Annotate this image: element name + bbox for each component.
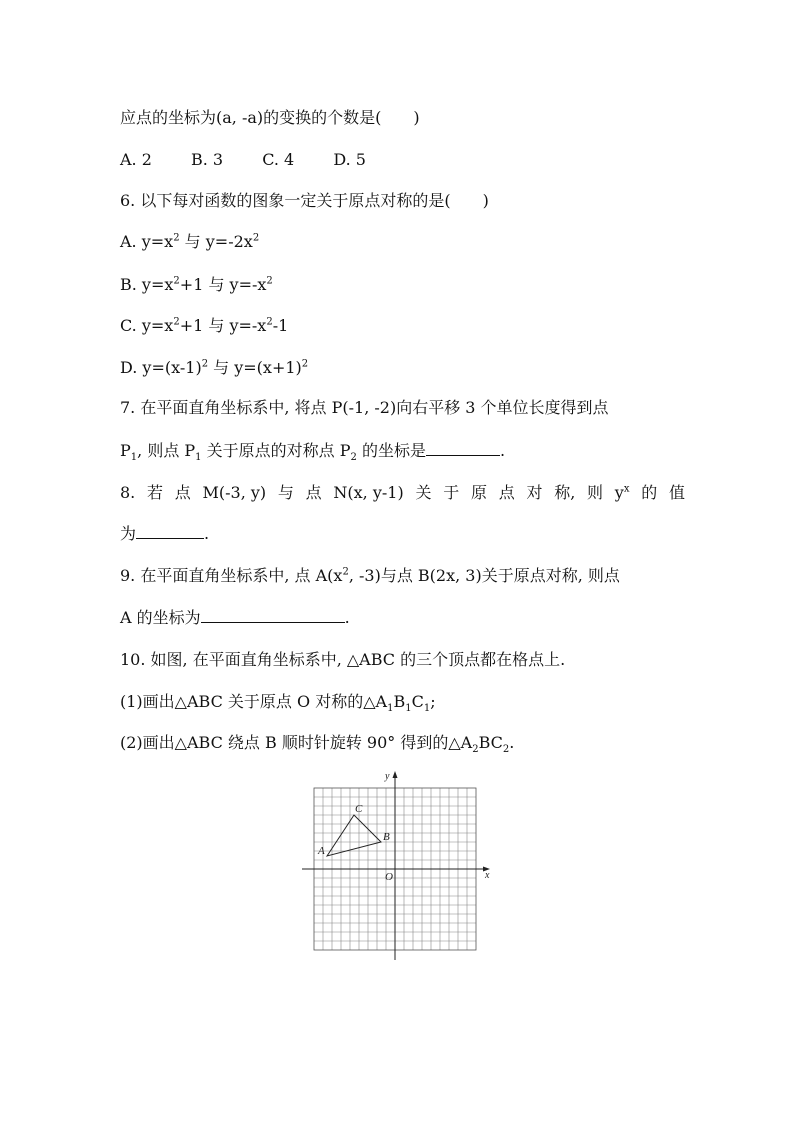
q6-d-sup1: 2 [201, 358, 209, 370]
q6-b-sup1: 2 [173, 275, 180, 287]
q5-option-c: C. 4 [262, 150, 295, 169]
q10-p2-a: (2)画出△ABC 绕点 B 顺时针旋转 90° 得到的△A [120, 733, 473, 752]
q6-a-sup2: 2 [252, 232, 260, 244]
q8-power [615, 483, 630, 503]
q6-option-a [120, 232, 259, 252]
q8-part: 值 [668, 483, 685, 502]
q5-option-b: B. 3 [191, 150, 224, 169]
q10-sub-c1: 1 [423, 703, 431, 715]
q6-c-post: -1 [272, 316, 289, 335]
q10-sub-a2: 2 [472, 744, 479, 756]
q10-p2-b: BC [478, 733, 503, 752]
q6-option-d [120, 358, 308, 378]
q6-d-mid: 与 y=(x+1) [208, 358, 302, 377]
q9-end: . [344, 608, 350, 627]
q7-sub1: 1 [130, 452, 138, 464]
q10-stem: 10. 如图, 在平面直角坐标系中, △ABC 的三个顶点都在格点上. [120, 650, 566, 669]
q6-stem: 6. 以下每对函数的图象一定关于原点对称的是( ) [120, 191, 489, 210]
q7-t2: 关于原点的对称点 P [201, 441, 351, 460]
q7-line2 [120, 441, 506, 464]
q8-part: 称, [554, 483, 576, 502]
vertex-c-label: C [355, 803, 363, 815]
y-axis-label: y [385, 771, 390, 782]
q10-sub-b1: 1 [405, 703, 412, 715]
triangle-abc [327, 815, 381, 856]
x-axis-label: x [485, 870, 490, 881]
q8-part: 点 [174, 483, 191, 502]
q9-l1-b: , -3)与点 B(2x, 3)关于原点对称, 则点 [348, 566, 620, 585]
q9-l1-a: 9. 在平面直角坐标系中, 点 A(x [120, 566, 343, 585]
q7-end: . [499, 441, 506, 460]
q6-b-mid: +1 与 y=-x [179, 275, 267, 294]
q10-p2-end: . [509, 733, 515, 752]
q10-p1-c: C [411, 692, 424, 711]
q6-c-mid: +1 与 y=-x [179, 316, 267, 335]
q9-line1 [120, 566, 620, 586]
q7-t3: 的坐标是 [356, 441, 426, 460]
q8-part: 8. [120, 483, 136, 502]
q9-answer-blank[interactable] [201, 608, 345, 623]
q6-a-pre: A. y=x [120, 232, 174, 251]
q7-t1: , 则点 P [137, 441, 196, 460]
q8-line1 [120, 483, 685, 503]
q6-a-mid: 与 y=-2x [179, 232, 253, 251]
q8-sup: x [623, 483, 630, 495]
q10-p1-a: (1)画出△ABC 关于原点 O 对称的△A [120, 692, 388, 711]
q8-l2: 为 [120, 524, 137, 543]
q6-c-pre: C. y=x [120, 316, 174, 335]
q6-option-b [120, 275, 273, 295]
y-axis-arrow [393, 771, 398, 778]
vertex-b-label: B [383, 831, 390, 843]
q8-part: 于 [443, 483, 460, 502]
q7-line1: 7. 在平面直角坐标系中, 将点 P(-1, -2)向右平移 3 个单位长度得到点 [120, 398, 609, 417]
q9-line2 [120, 608, 350, 628]
q8-part: 关 [415, 483, 432, 502]
q10-sub-a1: 1 [387, 703, 394, 715]
q9-l2: A 的坐标为 [120, 608, 201, 627]
q6-option-c [120, 316, 288, 336]
q6-b-sup2: 2 [266, 275, 273, 287]
q10-sub-c2: 2 [502, 744, 510, 756]
q6-c-sup1: 2 [173, 316, 180, 328]
coordinate-grid-figure [300, 766, 496, 964]
q8-part: 对 [526, 483, 543, 502]
q8-part: 点 [305, 483, 322, 502]
q8-part: 若 [147, 483, 164, 502]
q8-part: M(-3, y) [202, 483, 267, 502]
q8-line2 [120, 524, 209, 544]
q8-part: 与 [277, 483, 294, 502]
q7-p: P [120, 441, 131, 460]
q5-option-d: D. 5 [333, 150, 366, 169]
q6-c-sup2: 2 [266, 316, 273, 328]
q10-p1-b: B [393, 692, 406, 711]
q10-part2 [120, 733, 515, 756]
q8-part: 则 [587, 483, 604, 502]
q8-part: 的 [641, 483, 658, 502]
q10-p1-end: ; [430, 692, 436, 711]
q8-part: y [614, 483, 624, 502]
q7-answer-blank[interactable] [426, 441, 500, 456]
origin-label: O [385, 871, 393, 883]
q7-sub3: 2 [350, 452, 357, 464]
q8-part: N(x, y-1) [333, 483, 404, 502]
q8-part: 点 [498, 483, 515, 502]
q6-a-sup1: 2 [173, 232, 180, 244]
q5-options [120, 150, 366, 170]
q8-end: . [204, 524, 210, 543]
q10-part1 [120, 692, 436, 715]
q9-sup: 2 [342, 566, 349, 578]
vertex-a-label: A [318, 845, 325, 857]
q6-b-pre: B. y=x [120, 275, 174, 294]
q5-tail: 应点的坐标为(a, -a)的变换的个数是( ) [120, 108, 420, 127]
q8-answer-blank[interactable] [136, 524, 204, 539]
q6-d-sup2: 2 [301, 358, 309, 370]
q5-option-a: A. 2 [120, 150, 152, 169]
q6-d-pre: D. y=(x-1) [120, 358, 202, 377]
q8-part: 原 [470, 483, 487, 502]
q7-sub2: 1 [195, 452, 202, 464]
